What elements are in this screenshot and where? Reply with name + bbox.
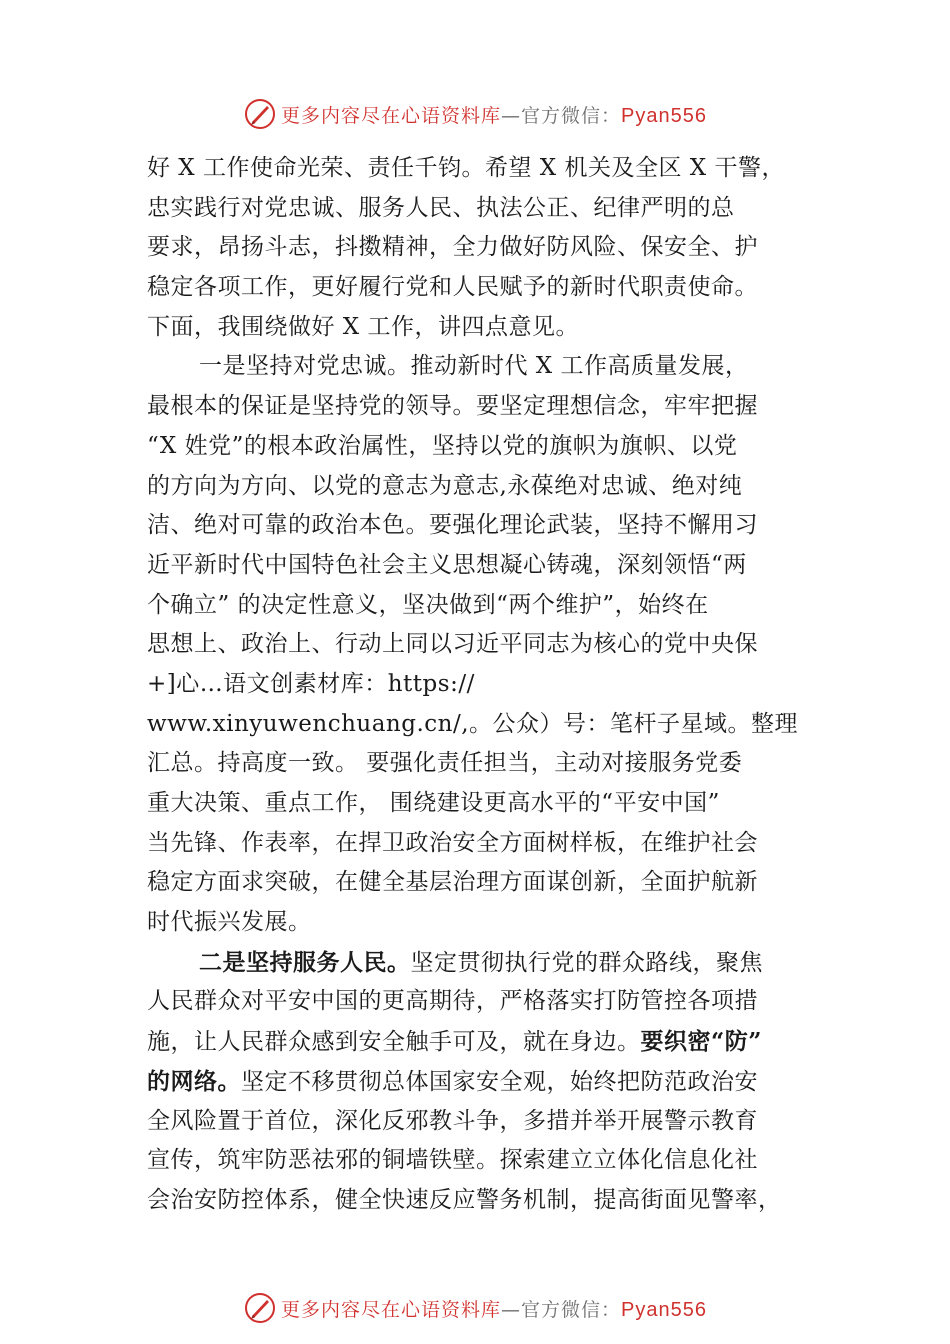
text-run: 一是坚持对党忠诚。推动新时代 X 工作高质量发展， xyxy=(199,353,749,380)
text-line xyxy=(147,863,827,903)
text-line xyxy=(147,1181,827,1221)
text-run: 当先锋、作表率，在捍卫政治安全方面树样板，在维护社会 xyxy=(147,829,758,856)
watermark-brand: 更多内容尽在心语资料库 xyxy=(281,104,502,127)
text-line xyxy=(147,268,827,308)
text-run: 会治安防控体系，健全快速反应警务机制，提高街面见警率， xyxy=(147,1186,782,1213)
text-line xyxy=(147,824,827,864)
document-body xyxy=(147,149,827,1221)
bold-heading: 二是坚持服务人民。 xyxy=(199,948,411,976)
text-line xyxy=(147,308,827,348)
text-line xyxy=(147,427,827,467)
text-line xyxy=(147,506,827,546)
text-run: 的方向为方向、以党的意志为意志,永葆绝对忠诚、绝对纯 xyxy=(147,472,743,499)
quill-logo-icon xyxy=(243,1291,277,1325)
text-line xyxy=(147,228,827,268)
watermark-id: Pyan556 xyxy=(621,104,707,127)
text-run: 宣传，筑牢防恶祛邪的铜墙铁壁。探索建立立体化信息化社 xyxy=(147,1147,758,1174)
text-line xyxy=(147,784,827,824)
text-line xyxy=(147,903,827,943)
text-run: +]心…语文创素材库：https:// xyxy=(147,670,475,697)
text-line xyxy=(147,982,827,1022)
bold-heading: 要织密“防” xyxy=(640,1028,762,1056)
text-line xyxy=(147,586,827,626)
footer-watermark xyxy=(0,1288,950,1328)
text-run: “X 姓党”的根本政治属性，坚持以党的旗帜为旗帜、以党 xyxy=(147,432,738,459)
text-line xyxy=(147,1022,827,1062)
bold-heading: 的网络。 xyxy=(147,1067,241,1095)
text-line xyxy=(147,149,827,189)
text-line xyxy=(147,1062,827,1102)
text-line xyxy=(147,744,827,784)
text-line xyxy=(147,1102,827,1142)
watermark-id: Pyan556 xyxy=(621,1298,707,1321)
text-run: 要求，昂扬斗志，抖擞精神，全力做好防风险、保安全、护 xyxy=(147,234,758,261)
text-run: 忠实践行对党忠诚、服务人民、执法公正、纪律严明的总 xyxy=(147,194,735,221)
header-watermark xyxy=(0,94,950,134)
text-line xyxy=(147,943,827,983)
text-line xyxy=(147,387,827,427)
text-run: 坚定贯彻执行党的群众路线，聚焦 xyxy=(410,949,763,976)
text-run: 最根本的保证是坚持党的领导。要坚定理想信念，牢牢把握 xyxy=(147,393,758,420)
text-line xyxy=(147,665,827,705)
text-run: 全风险置于首位，深化反邪教斗争，多措并举开展警示教育 xyxy=(147,1107,758,1134)
text-line xyxy=(147,625,827,665)
text-run: 重大决策、重点工作， 围绕建设更高水平的“平安中国” xyxy=(147,790,720,816)
text-run: 下面，我围绕做好 X 工作，讲四点意见。 xyxy=(147,313,579,340)
watermark-brand: 更多内容尽在心语资料库 xyxy=(281,1298,502,1321)
text-line xyxy=(147,347,827,387)
text-run: 好 X 工作使命光荣、责任千钧。希望 X 机关及全区 X 干警， xyxy=(147,155,785,181)
text-run: 个确立” 的决定性意义，坚决做到“两个维护”，始终在 xyxy=(147,591,709,618)
text-run: 人民群众对平安中国的更高期待，严格落实打防管控各项措 xyxy=(147,988,758,1015)
watermark-official: —官方微信： xyxy=(501,1298,622,1321)
text-line xyxy=(147,705,827,745)
text-run: 施，让人民群众感到安全触手可及，就在身边。 xyxy=(147,1029,641,1056)
watermark-official: —官方微信： xyxy=(501,104,622,127)
text-run: 近平新时代中国特色社会主义思想凝心铸魂，深刻领悟“两 xyxy=(147,551,747,578)
text-line xyxy=(147,467,827,507)
text-run: 时代振兴发展。 xyxy=(147,909,312,936)
text-run: www.xinyuwenchuang.cn/,。公众）号：笔杆子星域。整理 xyxy=(147,710,799,737)
text-line xyxy=(147,546,827,586)
text-run: 思想上、政治上、行动上同以习近平同志为核心的党中央保 xyxy=(147,631,758,658)
text-line xyxy=(147,189,827,229)
text-run: 汇总。持高度一致。 要强化责任担当，主动对接服务党委 xyxy=(147,750,743,777)
text-run: 洁、绝对可靠的政治本色。要强化理论武装，坚持不懈用习 xyxy=(147,512,758,539)
text-run: 坚定不移贯彻总体国家安全观，始终把防范政治安 xyxy=(241,1068,758,1095)
text-run: 稳定方面求突破，在健全基层治理方面谋创新，全面护航新 xyxy=(147,869,758,896)
text-run: 稳定各项工作，更好履行党和人民赋予的新时代职责使命。 xyxy=(147,274,758,301)
text-line xyxy=(147,1141,827,1181)
quill-logo-icon xyxy=(243,97,277,131)
